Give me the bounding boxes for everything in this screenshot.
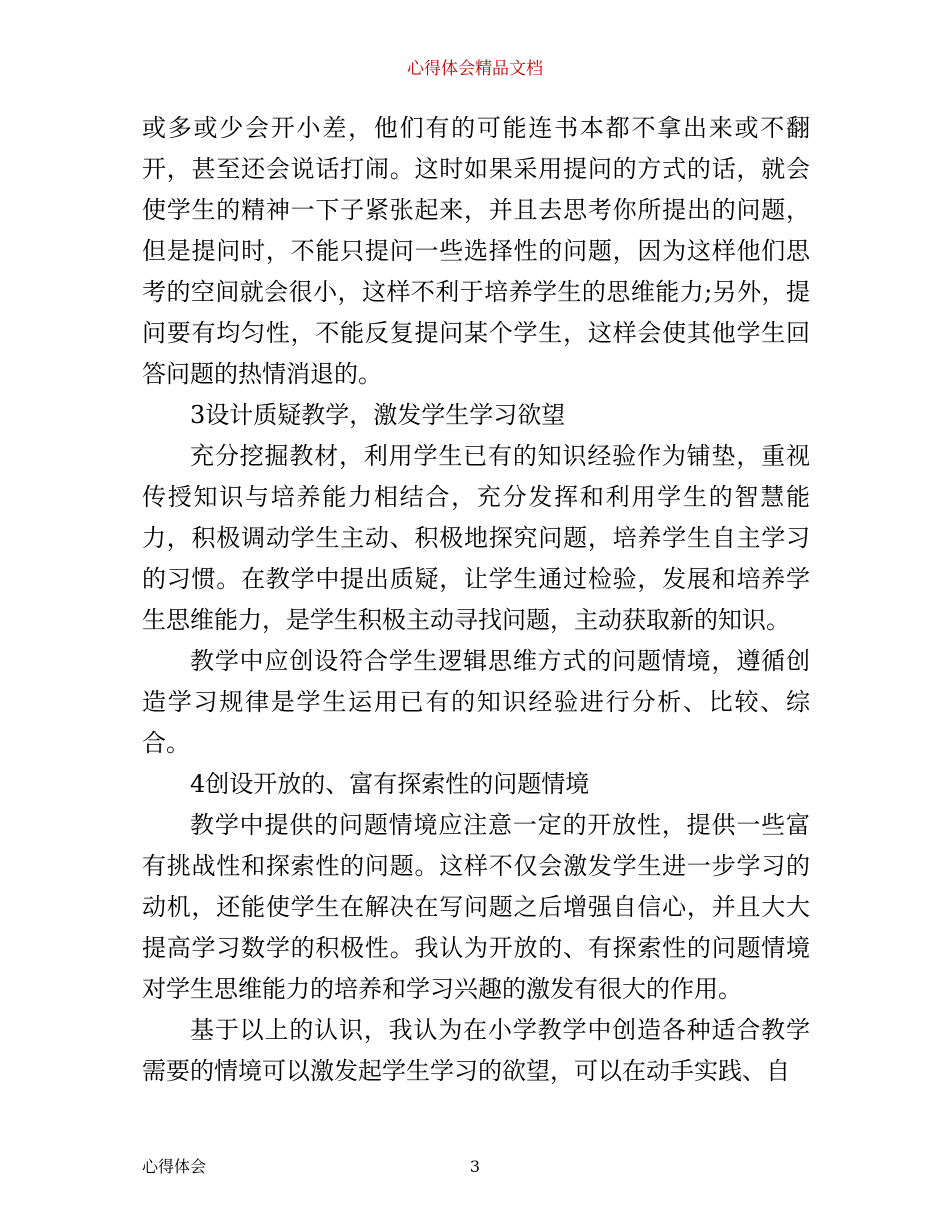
paragraph: 充分挖掘教材，利用学生已有的知识经验作为铺垫，重视传授知识与培养能力相结合，充分发挥和利用学生的智慧能力，积极调动学生主动、积极地探究问题，培养学生自主学习的习惯。在教学中提出质疑，让学生通过检验，发展和培养学生思维能力，是学生积极主动寻找问题，主动获取新的知识。: [142, 442, 810, 634]
paragraph: 教学中应创设符合学生逻辑思维方式的问题情境，遵循创造学习规律是学生运用已有的知识经验进行分析、比较、综合。: [142, 647, 810, 757]
footer-label: 心得体会: [142, 1157, 207, 1176]
page-number: 3: [469, 1157, 481, 1176]
paragraph-continuation: 或多或少会开小差，他们有的可能连书本都不拿出来或不翻开，甚至还会说话打闹。这时如果采用提问的方式的话，就会使学生的精神一下子紧张起来，并且去思考你所提出的问题，但是提问时，不能只提问一些选择性的问题，因为这样他们思考的空间就会很小，这样不利于培养学生的思维能力;另外，提问要有均匀性，不能反复提问某个学生，这样会使其他学生回答问题的热情消退的。: [142, 114, 810, 388]
page-header-title: 心得体会精品文档: [407, 59, 543, 79]
section-heading-4: 4创设开放的、富有探索性的问题情境: [190, 770, 590, 798]
paragraph: 教学中提供的问题情境应注意一定的开放性，提供一些富有挑战性和探索性的问题。这样不仅会激发学生进一步学习的动机，还能使学生在解决在写问题之后增强自信心，并且大大提高学习数学的积极性。我认为开放的、有探索性的问题情境对学生思维能力的培养和学习兴趣的激发有很大的作用。: [142, 811, 810, 1003]
paragraph: 基于以上的认识，我认为在小学教学中创造各种适合教学需要的情境可以激发起学生学习的欲望，可以在动手实践、自: [142, 1016, 810, 1085]
section-heading-3: 3设计质疑教学，激发学生学习欲望: [190, 401, 566, 429]
document-body: [142, 108, 810, 1092]
